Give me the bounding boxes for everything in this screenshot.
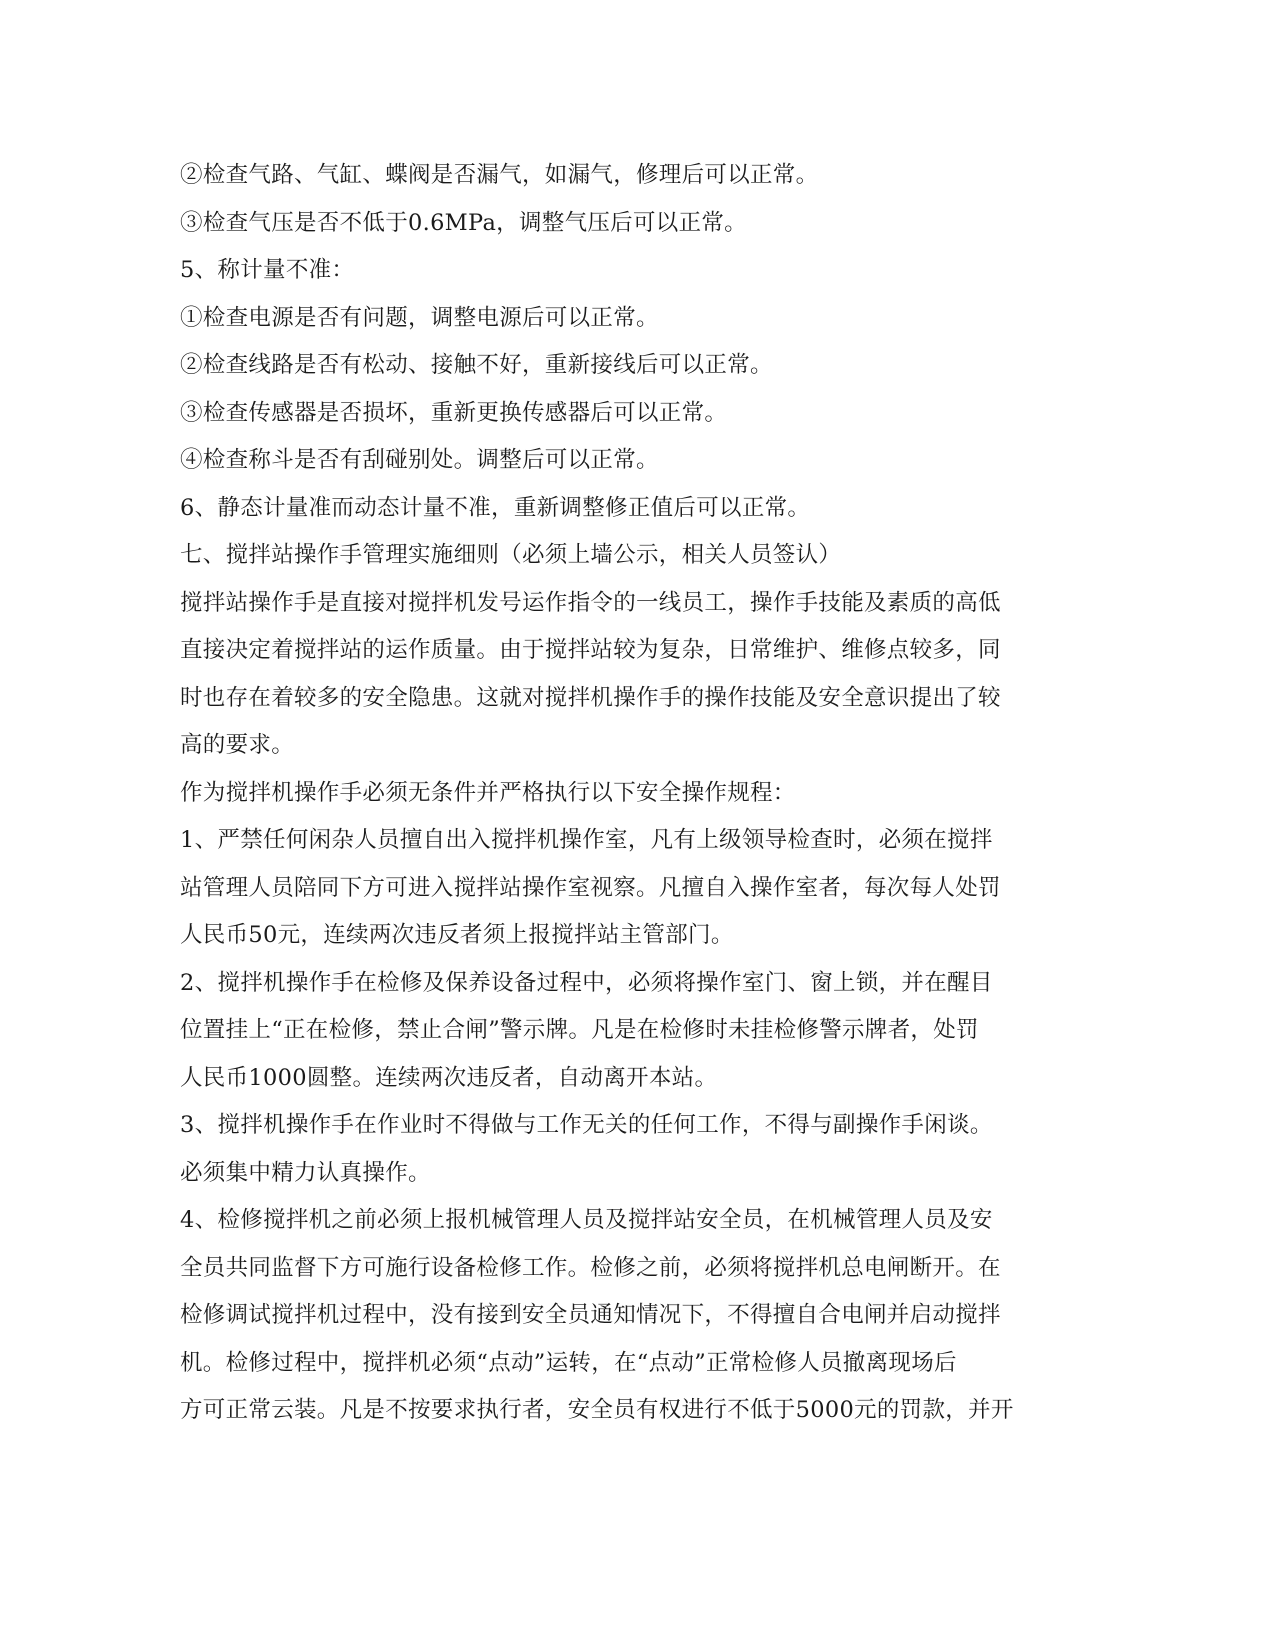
text-line: 时也存在着较多的安全隐患。这就对搅拌机操作手的操作技能及安全意识提出了较: [180, 684, 1001, 711]
text-line: 3、搅拌机操作手在作业时不得做与工作无关的任何工作，不得与副操作手闲谈。: [180, 1112, 993, 1138]
text-line: 搅拌站操作手是直接对搅拌机发号运作指令的一线员工，操作手技能及素质的高低: [180, 589, 1001, 616]
text-line: ③检查传感器是否损坏，重新更换传感器后可以正常。: [180, 399, 728, 426]
text-line: ④检查称斗是否有刮碰别处。调整后可以正常。: [180, 447, 659, 473]
text-line: 必须集中精力认真操作。: [180, 1159, 431, 1186]
document-body: [180, 152, 1038, 1435]
text-line: 作为搅拌机操作手必须无条件并严格执行以下安全操作规程：: [180, 779, 796, 806]
text-line: 6、静态计量准而动态计量不准，重新调整修正值后可以正常。: [180, 494, 811, 521]
text-line: 站管理人员陪同下方可进入搅拌站操作室视察。凡擅自入操作室者，每次每人处罚: [180, 874, 1001, 901]
text-line: 5、称计量不准：: [180, 257, 355, 283]
text-line: 人民币1000圆整。连续两次违反者，自动离开本站。: [180, 1064, 718, 1091]
text-line: 人民币50元，连续两次违反者须上报搅拌站主管部门。: [180, 922, 734, 948]
text-line: 直接决定着搅拌站的运作质量。由于搅拌站较为复杂，日常维护、维修点较多，同: [180, 637, 1001, 663]
text-line: 4、检修搅拌机之前必须上报机械管理人员及搅拌站安全员，在机械管理人员及安: [180, 1207, 993, 1233]
text-line: ②检查气路、气缸、蝶阀是否漏气，如漏气，修理后可以正常。: [180, 162, 819, 188]
text-line: 高的要求。: [180, 732, 295, 758]
text-line: ①检查电源是否有问题，调整电源后可以正常。: [180, 304, 659, 331]
text-line: 位置挂上“正在检修，禁止合闸”警示牌。凡是在检修时未挂检修警示牌者，处罚: [180, 1017, 979, 1043]
text-line: 全员共同监督下方可施行设备检修工作。检修之前，必须将搅拌机总电闸断开。在: [180, 1254, 1001, 1281]
text-line: 机。检修过程中，搅拌机必须“点动”运转，在“点动”正常检修人员撤离现场后: [180, 1349, 957, 1376]
section-heading: 七、搅拌站操作手管理实施细则（必须上墙公示，相关人员签认）: [180, 542, 842, 568]
text-line: 1、严禁任何闲杂人员擅自出入搅拌机操作室，凡有上级领导检查时，必须在搅拌: [180, 827, 993, 853]
text-line: 方可正常云装。凡是不按要求执行者，安全员有权进行不低于5000元的罚款，并开: [180, 1397, 1014, 1423]
text-line: ②检查线路是否有松动、接触不好，重新接线后可以正常。: [180, 352, 773, 378]
text-line: ③检查气压是否不低于0.6MPa，调整气压后可以正常。: [180, 209, 747, 236]
text-line: 检修调试搅拌机过程中，没有接到安全员通知情况下，不得擅自合电闸并启动搅拌: [180, 1302, 1001, 1328]
text-line: 2、搅拌机操作手在检修及保养设备过程中，必须将操作室门、窗上锁，并在醒目: [180, 969, 993, 996]
